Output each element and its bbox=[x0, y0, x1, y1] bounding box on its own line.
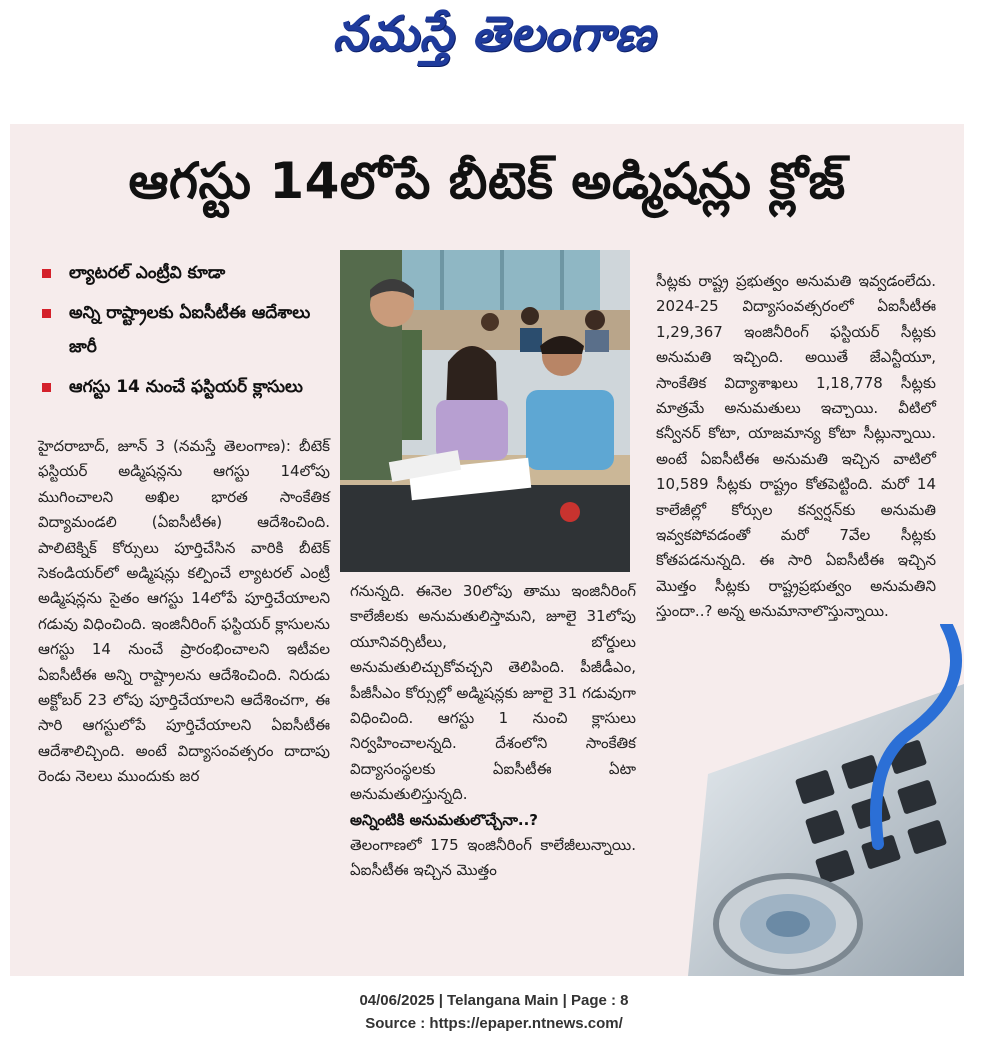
highlight-item: అన్ని రాష్ట్రాలకు ఏఐసీటీఈ ఆదేశాలు జారీ bbox=[42, 296, 342, 364]
source-info: Source : https://epaper.ntnews.com/ bbox=[365, 1015, 623, 1032]
highlight-item: ఆగస్టు 14 నుంచే ఫస్టియర్ క్లాసులు bbox=[42, 370, 342, 404]
bullet-square-icon bbox=[42, 383, 51, 392]
bullet-square-icon bbox=[42, 269, 51, 278]
article-column-3: సీట్లకు రాష్ట్ర ప్రభుత్వం అనుమతి ఇవ్వడంలేదు. 2024-25 విద్యాసంవత్సరంలో ఏఐసీటీఈ 1,29,367 ఇంజినీరింగ్ ఫస్టియర్ సీట్లకు అనుమతి ఇచ్చింది. అయితే జేఎన్టీయూ, సాంకేతిక విద్యాశాఖలు 1,18,778 సీట్లకు మాత్రమే అనుమతులు ఇచ్చాయి. వీటిలో కన్వీనర్ కోటా, యాజమాన్య కోటా సీట్లున్నాయి. అంటే ఏఐసీటీఈ అనుమతి ఇచ్చిన వాటిలో 10,589 సీట్లకు రాష్ట్రం కోతపెట్టింది. మరో 14 కాలేజీల్లో కోర్సుల కన్వర్షన్‌కు అనుమతి ఇవ్వకపోవడంతో మరో 7వేల సీట్లకు కోతపడనున్నది. ఈ సారి ఏఐసీటీఈ ఇచ్చిన మొత్తం సీట్లకు రాష్ట్రప్రభుత్వం అనుమతిని స్తుందా..? అన్న అనుమానాలొస్తున్నాయి. bbox=[656, 272, 936, 621]
news-article bbox=[10, 124, 964, 976]
classroom-photo bbox=[340, 250, 630, 572]
highlight-item: ల్యాటరల్ ఎంట్రీవి కూడా bbox=[42, 256, 342, 290]
article-column-1: హైదరాబాద్, జూన్ 3 (నమస్తే తెలంగాణ): బీటెక్ ఫస్టియర్ అడ్మిషన్లను ఆగస్టు 14లోపు ముగించాలని అఖిల భారత సాంకేతిక విద్యామండలి (ఏఐసీటీఈ) ఆదేశించింది. పాలిటెక్నిక్ కోర్సులు పూర్తిచేసిన వారికి బీటెక్ సెకండియర్‌లో అడ్మిషన్లు కల్పించే ల్యాటరల్ ఎంట్రీ అడ్మిషన్లను సైతం ఆగస్టు 14లోపే పూర్తిచేయాలని గడువు విధించింది. ఇంజినీరింగ్ ఫస్టియర్ క్లాసులను ఆగస్టు 14 నుంచే ప్రారంభించాలని ఇటీవల ఏఐసీటీఈ అన్ని రాష్ట్రాలను ఆదేశించింది. నిరుడు అక్టోబర్ 23 లోపు పూర్తిచేయాలని ఆదేశించగా, ఈ సారి ఆగస్టులోపే పూర్తిచేయాలని ఏఐసీటీఈ ఆదేశాలిచ్చింది. అంటే విద్యాసంవత్సరం దాదాపు రెండు నెలలు ముందుకు జర bbox=[38, 437, 330, 786]
stethoscope-laptop-image bbox=[678, 624, 964, 976]
article-column-2: గనున్నది. ఈనెల 30లోపు తాము ఇంజినీరింగ్ కాలేజీలకు అనుమతులిస్తామని, జూలై 31లోపు యూనివర్సిటీలు, బోర్డులు అనుమతులిచ్చుకోవచ్చని తెలిపింది. పీజీడీఎం, పీజీసీఎం కోర్సుల్లో అడ్మిషన్లకు జూలై 31 గడువుగా విధించింది. ఆగస్టు 1 నుంచి క్లాసులు నిర్వహించాలన్నది. దేశంలోని సాంకేతిక విద్యాసంస్థలకు ఏఐసీటీఈ ఏటా అనుమతులిస్తున్నది. అన్నింటికి అనుమతులొచ్చేనా..? తెలంగాణలో 175 ఇంజినీరింగ్ కాలేజీలున్నాయి. ఏఐసీటీఈ ఇచ్చిన మొత్తం bbox=[350, 582, 636, 880]
article-headline: ఆగస్టు 14లోపే బీటెక్ అడ్మిషన్లు క్లోజ్ bbox=[128, 151, 846, 210]
masthead bbox=[0, 0, 988, 80]
section-subheading: అన్నింటికి అనుమతులొచ్చేనా..? bbox=[350, 810, 539, 829]
newspaper-logo: నమస్తే తెలంగాణ bbox=[332, 6, 656, 62]
edition-info: 04/06/2025 | Telangana Main | Page : 8 bbox=[359, 992, 629, 1009]
bullet-square-icon bbox=[42, 309, 51, 318]
highlights-list bbox=[42, 256, 342, 410]
